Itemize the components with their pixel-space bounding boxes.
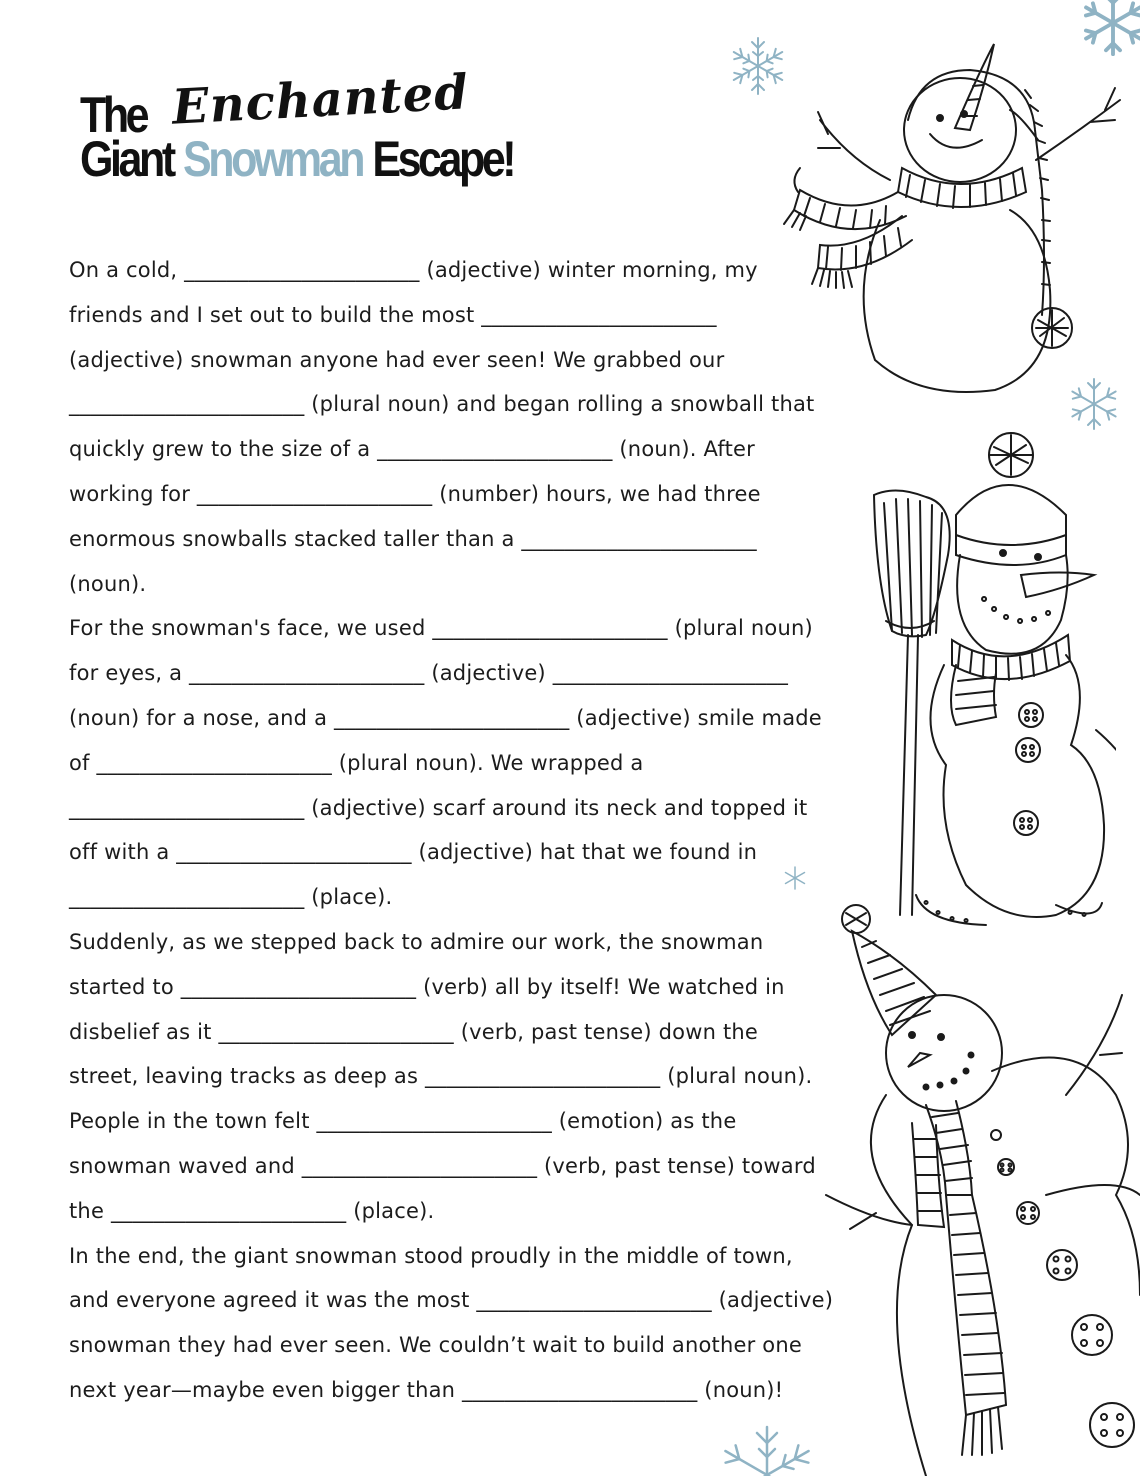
story-line: On a cold, ______________________ (adjective) winter morning, my [69, 258, 758, 282]
title-line-2 [80, 130, 524, 188]
story-text [69, 248, 869, 1413]
story-line: enormous snowballs stacked taller than a ______________________ [69, 526, 757, 551]
story-line: disbelief as it ______________________ (verb, past tense) down the [69, 1019, 759, 1044]
story-line: In the end, the giant snowman stood proudly in the middle of town, [69, 1243, 793, 1268]
story-line: (adjective) snowman anyone had ever seen! We grabbed our [69, 347, 725, 372]
snowman-illustration [780, 30, 1140, 410]
story-line: For the snowman's face, we used ______________________ (plural noun) [69, 616, 813, 641]
story-line: off with a ______________________ (adjective) hat that we found in [69, 840, 758, 865]
story-line: Suddenly, as we stepped back to admire our work, the snowman [69, 929, 764, 954]
title-word-the: The [80, 87, 147, 143]
story-line: the ______________________ (place). [69, 1198, 435, 1223]
story-line: started to ______________________ (verb) all by itself! We watched in [69, 974, 785, 999]
story-line: street, leaving tracks as deep as ______________________ (plural noun). [69, 1064, 813, 1089]
story-line: (noun) for a nose, and a ______________________ (adjective) smile made [69, 705, 822, 730]
story-line: quickly grew to the size of a ______________________ (noun). After [69, 437, 755, 462]
story-line: next year—maybe even bigger than ______________________ (noun)! [69, 1377, 784, 1402]
snowman-illustration [816, 895, 1140, 1476]
story-line: ______________________ (place). [69, 885, 393, 910]
story-line: snowman waved and ______________________ (verb, past tense) toward [69, 1153, 816, 1178]
story-line: ______________________ (plural noun) and began rolling a snowball that [69, 392, 815, 417]
title-word-enchanted: Enchanted [170, 64, 471, 136]
story-line: ______________________ (adjective) scarf around its neck and topped it [69, 795, 808, 820]
story-line: for eyes, a ______________________ (adjective) ______________________ [69, 661, 789, 686]
snowflake-icon [712, 1420, 822, 1476]
page-title [80, 64, 620, 198]
story-line: and everyone agreed it was the most ______________________ (adjective) [69, 1288, 834, 1313]
story-line: snowman they had ever seen. We couldn’t wait to build another one [69, 1333, 802, 1358]
snowflake-icon [782, 865, 808, 891]
title-word-escape: Escape! [372, 131, 514, 187]
title-word-snowman: Snowman [183, 131, 363, 187]
snowman-illustration [856, 425, 1116, 935]
story-line: working for ______________________ (number) hours, we had three [69, 481, 761, 506]
story-line: (noun). [69, 571, 147, 596]
story-line: friends and I set out to build the most ______________________ [69, 302, 717, 327]
title-word-giant: Giant [80, 131, 173, 187]
story-line: of ______________________ (plural noun). We wrapped a [69, 750, 644, 775]
story-line: People in the town felt ______________________ (emotion) as the [69, 1109, 737, 1134]
